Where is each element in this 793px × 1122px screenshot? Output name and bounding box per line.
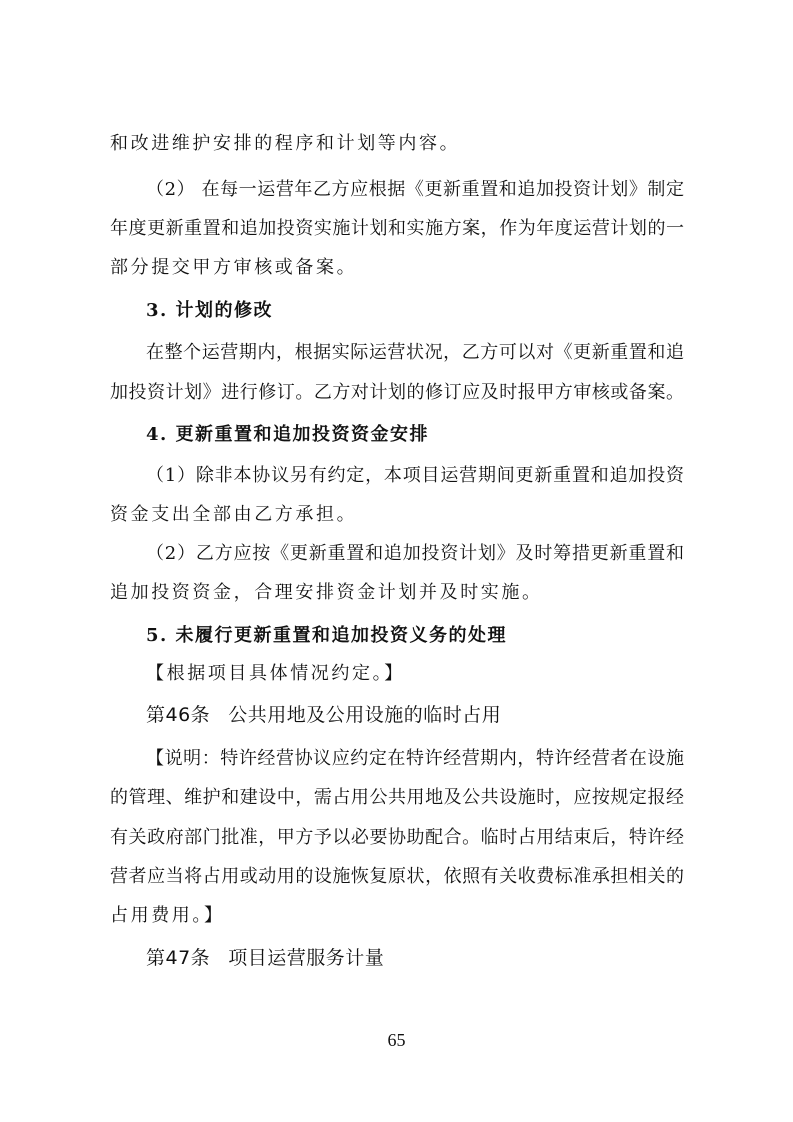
- body-text-line: 营者应当将占用或动用的设施恢复原状，依照有关收费标准承担相关的: [110, 866, 684, 887]
- body-text-line: （2）乙方应按《更新重置和追加投资计划》及时筹措更新重置和: [146, 543, 684, 564]
- article-47-heading: [146, 946, 793, 970]
- article-47-title: 项目运营服务计量: [228, 947, 385, 969]
- body-text-line: 在整个运营期内，根据实际运营状况，乙方可以对《更新重置和追: [146, 342, 684, 363]
- article-47-number: 第47条: [146, 947, 211, 969]
- body-text-line: 部分提交甲方审核或备案。: [110, 257, 358, 278]
- body-text-line: （2） 在每一运营年乙方应根据《更新重置和追加投资计划》制定: [146, 179, 684, 200]
- body-text-line: 加投资计划》进行修订。乙方对计划的修订应及时报甲方审核或备案。: [110, 382, 684, 403]
- page-number: 65: [387, 1030, 406, 1050]
- section-heading-3: 3. 计划的修改: [146, 300, 274, 321]
- body-text-line: 年度更新重置和追加投资实施计划和实施方案，作为年度运营计划的一: [110, 218, 684, 239]
- body-text-line: 有关政府部门批准，甲方予以必要协助配合。临时占用结束后，特许经: [110, 827, 684, 848]
- body-text-line: 追加投资资金，合理安排资金计划并及时实施。: [110, 582, 543, 603]
- article-46-title: 公共用地及公用设施的临时占用: [228, 704, 502, 726]
- section-heading-4: 4. 更新重置和追加投资资金安排: [146, 424, 430, 445]
- body-text-line: 【说明：特许经营协议应约定在特许经营期内，特许经营者在设施: [146, 748, 684, 769]
- body-text-line: 的管理、维护和建设中，需占用公共用地及公共设施时，应按规定报经: [110, 787, 684, 808]
- body-text-line: 【根据项目具体情况约定。】: [146, 663, 405, 684]
- article-46-heading: [146, 703, 793, 727]
- article-46-number: 第46条: [146, 704, 211, 726]
- body-text-line: （1）除非本协议另有约定，本项目运营期间更新重置和追加投资: [146, 465, 684, 486]
- body-text-line: 资金支出全部由乙方承担。: [110, 504, 358, 525]
- body-text-line: 和改进维护安排的程序和计划等内容。: [110, 133, 461, 154]
- body-text-line: 占用费用。】: [110, 905, 225, 926]
- section-heading-5: 5. 未履行更新重置和追加投资义务的处理: [146, 625, 508, 646]
